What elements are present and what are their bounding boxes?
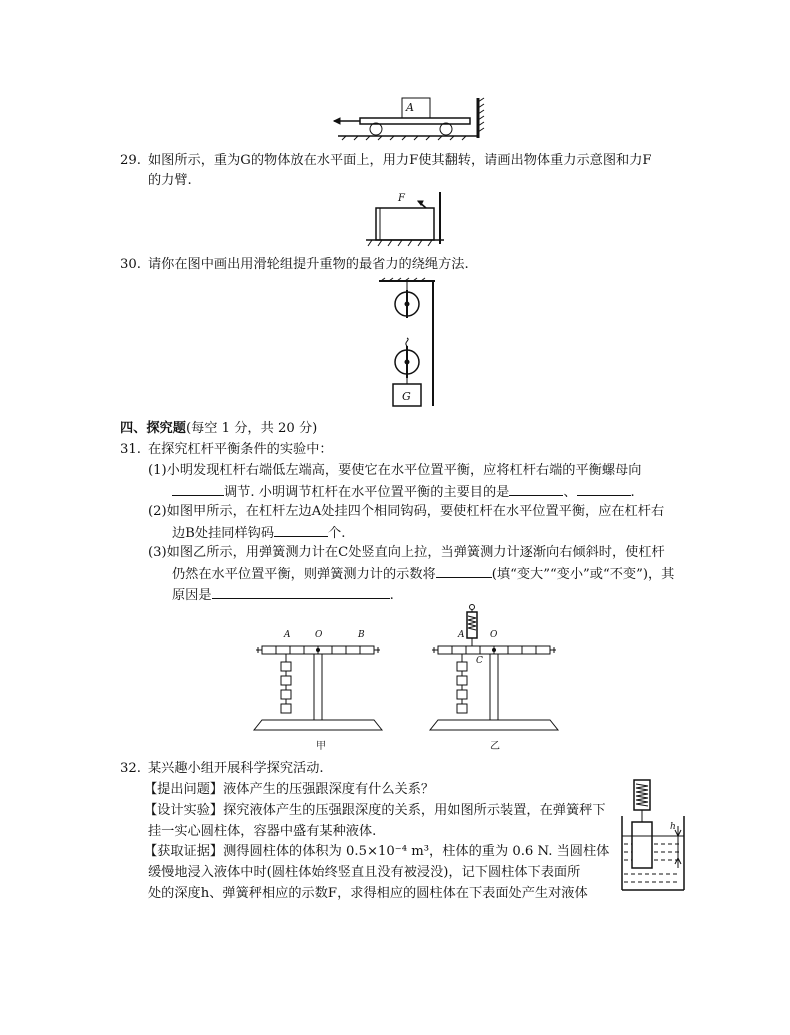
q31-blank-reading[interactable] <box>436 564 492 578</box>
lever-figure-jia <box>256 632 386 744</box>
q31-p3-text-b: (填“变大”“变小”或“不变”)，其 <box>491 567 675 582</box>
q31-p1-text-b: 、 <box>563 485 577 500</box>
q31-p1-text-a: 调节. 小明调节杠杆在水平位置平衡的主要目的是 <box>224 485 510 500</box>
q31-blank-purpose-1[interactable] <box>509 482 563 496</box>
q31-p3-line2 <box>172 564 674 584</box>
yi-label-c: C <box>476 656 483 666</box>
q31-p1-line2 <box>172 482 635 502</box>
q31-p2-line2 <box>172 523 345 543</box>
q31-blank-reason[interactable] <box>212 585 390 599</box>
force-f-label: F <box>398 193 405 204</box>
yi-caption: 乙 <box>490 741 500 752</box>
section4-note: (每空 1 分，共 20 分) <box>185 421 318 436</box>
q31-blank-direction[interactable] <box>172 482 224 496</box>
q31-p1-line1: (1)小明发现杠杆右端低左端高，要使它在水平位置平衡，应将杠杆右端的平衡螺母向 <box>148 463 642 478</box>
q30-text: 请你在图中画出用滑轮组提升重物的最省力的绕绳方法. <box>148 257 469 272</box>
q31-p2-text-b: 个. <box>328 526 346 541</box>
q32-section-evidence-line3: 处的深度h、弹簧秤相应的示数F，求得相应的圆柱体在下表面处产生对液体 <box>148 886 588 901</box>
q31-blank-count[interactable] <box>274 523 328 537</box>
block-a-label: A <box>406 101 414 114</box>
q31-p3-line3 <box>172 585 394 605</box>
jia-label-a: A <box>284 630 291 640</box>
q29-number: 29. <box>120 153 141 168</box>
jia-label-b: B <box>358 630 365 640</box>
q32-section-design-line2: 挂一实心圆柱体，容器中盛有某种液体. <box>148 824 377 839</box>
q31-p2-text-a: 边B处挂同样钩码 <box>172 526 275 541</box>
q31-p3-text-d: . <box>389 588 394 603</box>
q31-intro: 在探究杠杆平衡条件的实验中： <box>148 442 333 457</box>
section4-heading <box>120 420 317 438</box>
q32-section-design-line1: 【设计实验】探究液体产生的压强跟深度的关系，用如图所示装置，在弹簧秤下 <box>144 803 606 818</box>
q31-p2-line1: (2)如图甲所示，在杠杆左边A处挂四个相同钩码，要使杠杆在水平位置平衡，应在杠杆右 <box>148 504 665 519</box>
lever-figure-yi <box>432 604 562 744</box>
q31-p1-text-c: . <box>630 485 635 500</box>
q29-text-line2: 的力臂. <box>148 173 192 188</box>
jia-caption: 甲 <box>316 741 326 752</box>
yi-label-o: O <box>490 630 498 640</box>
depth-h-label: h <box>670 822 676 832</box>
q32-section-evidence-line1: 【获取证据】测得圆柱体的体积为 0.5×10⁻⁴ m³，柱体的重为 0.6 N. 当圆柱体 <box>144 844 610 859</box>
q31-p3-text-a: 仍然在水平位置平衡，则弹簧测力计的示数将 <box>172 567 436 582</box>
cylinder-container-figure <box>618 778 692 894</box>
q32-intro: 某兴趣小组开展科学探究活动. <box>148 761 324 776</box>
q32-number: 32. <box>120 761 141 776</box>
q31-number: 31. <box>120 442 141 457</box>
q31-p3-text-c: 原因是 <box>172 588 212 603</box>
weight-g-label: G <box>402 390 411 403</box>
q31-p3-line1: (3)如图乙所示，用弹簧测力计在C处竖直向上拉，当弹簧测力计逐渐向右倾斜时，使杠杆 <box>148 545 665 560</box>
q32-section-question: 【提出问题】液体产生的压强跟深度有什么关系？ <box>144 782 435 797</box>
section4-title: 四、探究题 <box>120 421 186 436</box>
q32-section-evidence-line2: 缓慢地浸入液体中时(圆柱体始终竖直且没有被浸没)，记下圆柱体下表面所 <box>148 865 581 880</box>
yi-label-a: A <box>458 630 465 640</box>
q30-number: 30. <box>120 257 141 272</box>
q29-text-line1: 如图所示，重为G的物体放在水平面上，用力F使其翻转，请画出物体重力示意图和力F <box>148 153 652 168</box>
q31-blank-purpose-2[interactable] <box>577 482 631 496</box>
box-flip-figure <box>362 188 452 250</box>
jia-label-o: O <box>315 630 323 640</box>
